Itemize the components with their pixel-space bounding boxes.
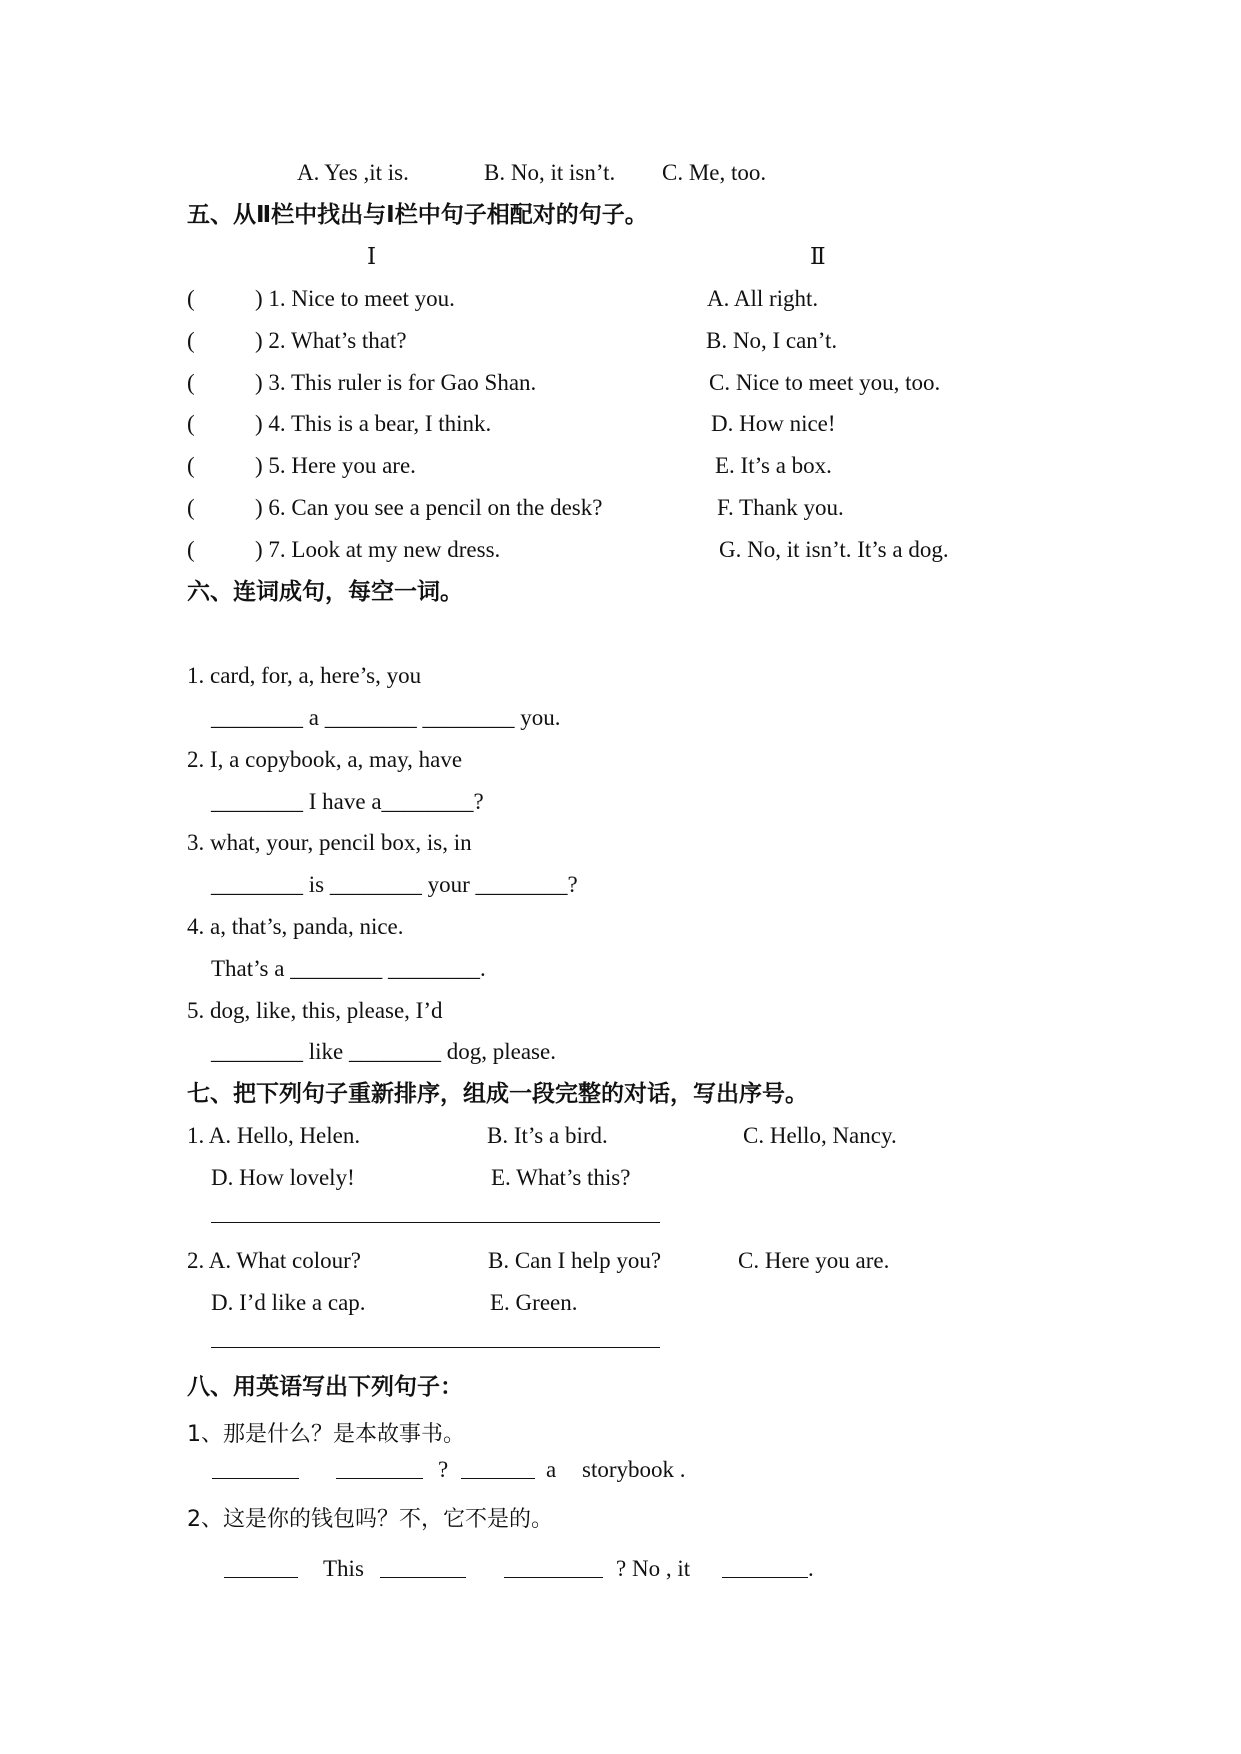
bracket-open: (	[187, 537, 195, 562]
reorder-words-5: 5. dog, like, this, please, I’d	[187, 998, 443, 1023]
translate2-blank	[504, 1577, 603, 1578]
match-left-4: ) 4. This is a bear, I think.	[255, 411, 492, 436]
dialogue1-answer-line	[211, 1222, 660, 1223]
bracket-open: (	[187, 286, 195, 311]
dialogue2-d: D. I’d like a cap.	[211, 1290, 366, 1315]
reorder-words-2: 2. I, a copybook, a, may, have	[187, 747, 463, 772]
reorder-answer-2: ________ I have a________?	[211, 789, 484, 814]
translate2-period: .	[808, 1556, 814, 1581]
bracket-open: (	[187, 495, 195, 520]
translate1-blank	[336, 1478, 423, 1479]
translate2-this: This	[323, 1556, 364, 1581]
column2-header: Ⅱ	[810, 244, 826, 269]
match-left-5: ) 5. Here you are.	[255, 453, 416, 478]
dialogue1-e: E. What’s this?	[491, 1165, 631, 1190]
section6-title: 六、连词成句，每空一词。	[187, 579, 463, 605]
translate1-prompt: 1、那是什么？是本故事书。	[187, 1422, 465, 1447]
match-right-d: D. How nice!	[711, 411, 836, 436]
translate2-blank	[224, 1577, 298, 1578]
reorder-words-1: 1. card, for, a, here’s, you	[187, 663, 422, 688]
match-right-g: G. No, it isn’t. It’s a dog.	[719, 537, 949, 562]
reorder-answer-4: That’s a ________ ________.	[211, 956, 486, 981]
translate2-blank	[380, 1577, 466, 1578]
option-c: C. Me, too.	[662, 160, 767, 185]
match-right-e: E. It’s a box.	[715, 453, 832, 478]
option-a: A. Yes ,it is.	[297, 160, 409, 185]
bracket-open: (	[187, 370, 195, 395]
section7-title: 七、把下列句子重新排序，组成一段完整的对话，写出序号。	[187, 1081, 808, 1107]
translate1-blank	[212, 1478, 299, 1479]
column1-header: Ⅰ	[367, 244, 377, 269]
dialogue1-c: C. Hello, Nancy.	[743, 1123, 897, 1148]
reorder-answer-5: ________ like ________ dog, please.	[211, 1039, 556, 1064]
dialogue1-a: 1. A. Hello, Helen.	[187, 1123, 361, 1148]
translate2-no-it: ? No , it	[616, 1556, 691, 1581]
reorder-answer-3: ________ is ________ your ________?	[211, 872, 578, 897]
option-b: B. No, it isn’t.	[484, 160, 616, 185]
section8-title: 八、用英语写出下列句子：	[187, 1374, 463, 1400]
dialogue2-b: B. Can I help you?	[488, 1248, 662, 1273]
translate1-question-mark: ?	[438, 1457, 449, 1482]
bracket-open: (	[187, 411, 195, 436]
translate2-prompt: 2、这是你的钱包吗？不，它不是的。	[187, 1507, 553, 1532]
match-left-2: ) 2. What’s that?	[255, 328, 407, 353]
dialogue2-answer-line	[211, 1347, 660, 1348]
translate2-blank	[722, 1577, 808, 1578]
translate1-storybook: storybook .	[582, 1457, 686, 1482]
reorder-answer-1: ________ a ________ ________ you.	[211, 705, 561, 730]
dialogue2-c: C. Here you are.	[738, 1248, 890, 1273]
section5-title: 五、从Ⅱ栏中找出与Ⅰ栏中句子相配对的句子。	[187, 202, 648, 228]
match-left-1: ) 1. Nice to meet you.	[255, 286, 455, 311]
match-right-a: A. All right.	[707, 286, 819, 311]
bracket-open: (	[187, 328, 195, 353]
match-left-3: ) 3. This ruler is for Gao Shan.	[255, 370, 537, 395]
dialogue1-b: B. It’s a bird.	[487, 1123, 608, 1148]
match-right-c: C. Nice to meet you, too.	[709, 370, 941, 395]
dialogue2-e: E. Green.	[490, 1290, 578, 1315]
translate1-blank	[461, 1478, 535, 1479]
translate1-article: a	[546, 1457, 557, 1482]
bracket-open: (	[187, 453, 195, 478]
match-left-7: ) 7. Look at my new dress.	[255, 537, 501, 562]
match-right-f: F. Thank you.	[717, 495, 844, 520]
match-right-b: B. No, I can’t.	[706, 328, 838, 353]
reorder-words-3: 3. what, your, pencil box, is, in	[187, 830, 472, 855]
dialogue1-d: D. How lovely!	[211, 1165, 355, 1190]
reorder-words-4: 4. a, that’s, panda, nice.	[187, 914, 404, 939]
match-left-6: ) 6. Can you see a pencil on the desk?	[255, 495, 603, 520]
dialogue2-a: 2. A. What colour?	[187, 1248, 361, 1273]
